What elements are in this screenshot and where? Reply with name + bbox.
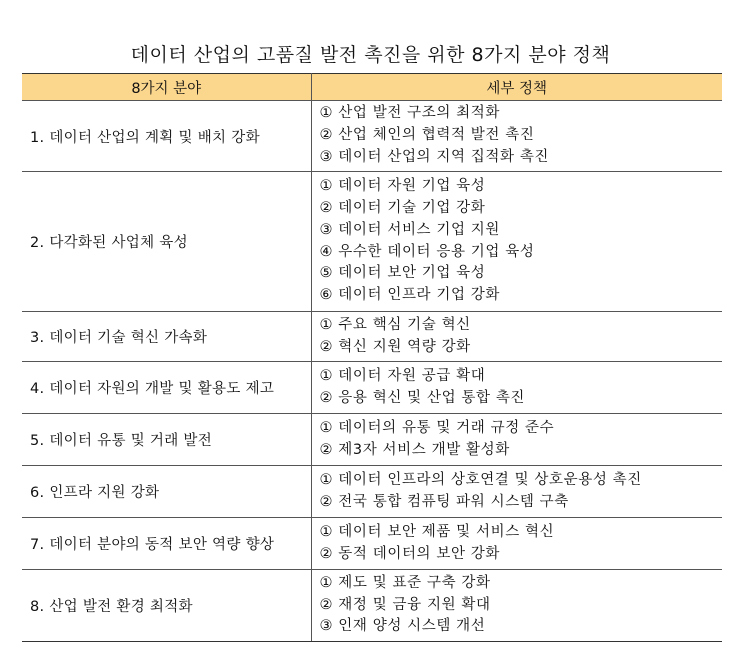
details-cell	[311, 312, 722, 362]
table-row	[22, 466, 722, 518]
detail-item: ③ 데이터 서비스 기업 지원	[319, 221, 501, 238]
policy-table	[22, 73, 722, 642]
category-cell: 3. 데이터 기술 혁신 가속화	[22, 312, 311, 362]
header-details: 세부 정책	[311, 74, 722, 101]
details-cell	[311, 414, 722, 466]
category-cell: 8. 산업 발전 환경 최적화	[22, 570, 311, 642]
detail-item: ② 데이터 기술 기업 강화	[319, 200, 486, 217]
table-body	[22, 101, 722, 642]
category-cell: 2. 다각화된 사업체 육성	[22, 172, 311, 312]
detail-item: ④ 우수한 데이터 응용 기업 육성	[319, 243, 535, 260]
category-cell: 5. 데이터 유통 및 거래 발전	[22, 414, 311, 466]
detail-item: ⑥ 데이터 인프라 기업 강화	[319, 286, 501, 303]
details-cell	[311, 101, 722, 172]
detail-item: ② 재정 및 금융 지원 확대	[319, 596, 491, 613]
detail-item: ① 데이터 자원 공급 확대	[319, 367, 486, 384]
detail-item: ② 산업 체인의 협력적 발전 촉진	[319, 127, 535, 144]
detail-item: ① 주요 핵심 기술 혁신	[319, 316, 471, 333]
detail-item: ② 전국 통합 컴퓨팅 파워 시스템 구축	[319, 493, 569, 510]
detail-item: ① 데이터 보안 제품 및 서비스 혁신	[319, 523, 555, 540]
table-row	[22, 101, 722, 172]
table-row	[22, 414, 722, 466]
detail-item: ⑤ 데이터 보안 기업 육성	[319, 265, 486, 282]
table-row	[22, 312, 722, 362]
header-category: 8가지 분야	[22, 74, 311, 101]
detail-item: ② 응용 혁신 및 산업 통합 촉진	[319, 389, 526, 406]
category-cell: 1. 데이터 산업의 계획 및 배치 강화	[22, 101, 311, 172]
detail-item: ③ 데이터 산업의 지역 집적화 촉진	[319, 148, 550, 165]
detail-item: ① 데이터의 유통 및 거래 규정 준수	[319, 419, 555, 436]
details-cell	[311, 172, 722, 312]
detail-item: ③ 인재 양성 시스템 개선	[319, 618, 486, 635]
table-row	[22, 172, 722, 312]
category-cell: 7. 데이터 분야의 동적 보안 역량 향상	[22, 518, 311, 570]
category-cell: 4. 데이터 자원의 개발 및 활용도 제고	[22, 362, 311, 414]
details-cell	[311, 518, 722, 570]
detail-item: ① 데이터 인프라의 상호연결 및 상호운용성 촉진	[319, 471, 642, 488]
detail-item: ① 데이터 자원 기업 육성	[319, 178, 486, 195]
details-cell	[311, 466, 722, 518]
details-cell	[311, 570, 722, 642]
detail-item: ① 산업 발전 구조의 최적화	[319, 105, 501, 122]
table-header-row	[22, 74, 722, 101]
detail-item: ① 제도 및 표준 구축 강화	[319, 574, 491, 591]
category-cell: 6. 인프라 지원 강화	[22, 466, 311, 518]
table-row	[22, 518, 722, 570]
detail-item: ② 제3자 서비스 개발 활성화	[319, 441, 510, 458]
detail-item: ② 동적 데이터의 보안 강화	[319, 545, 501, 562]
table-row	[22, 570, 722, 642]
detail-item: ② 혁신 지원 역량 강화	[319, 338, 471, 355]
details-cell	[311, 362, 722, 414]
table-row	[22, 362, 722, 414]
document-title: 데이터 산업의 고품질 발전 촉진을 위한 8가지 분야 정책	[130, 44, 611, 66]
